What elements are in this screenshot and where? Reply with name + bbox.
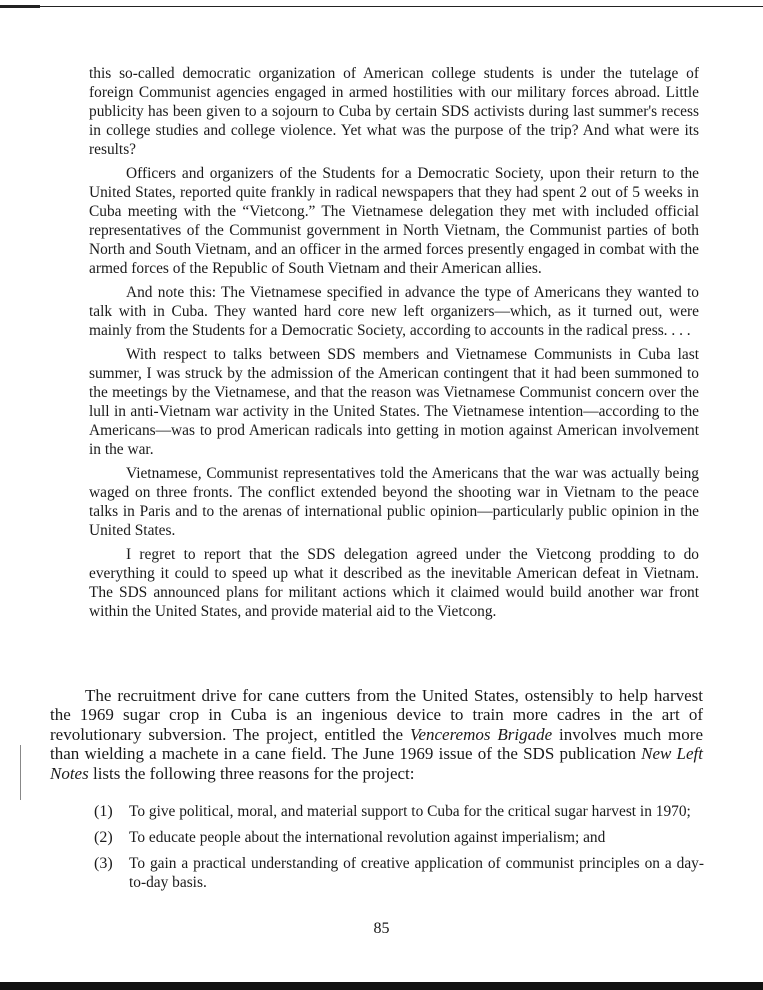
reasons-list bbox=[94, 802, 704, 899]
quote-paragraph-1: this so-called democratic organization of American college students is under the tutelage of foreign Communist agencies engaged in armed hostilities with our military forces abroad. Little publicity has been given to a sojourn to Cuba by certain SDS activists during last summer's recess in college studies and college violence. Yet what was the purpose of the trip? And what were its results? bbox=[89, 65, 699, 158]
list-item-text: To give political, moral, and material support to Cuba for the critical sugar harvest in 1970; bbox=[129, 803, 691, 820]
list-item-text: To gain a practical understanding of creative application of communist principles on a day-to-day basis. bbox=[129, 855, 704, 891]
quoted-testimony bbox=[89, 64, 699, 626]
list-item-text: To educate people about the international revolution against imperialism; and bbox=[129, 829, 606, 846]
page-number: 85 bbox=[373, 920, 390, 937]
quote-paragraph-5: Vietnamese, Communist representatives told the Americans that the war was actually being waged on three fronts. The conflict extended beyond the shooting war in Vietnam to the peace talks in Paris and to the arenas of international public opinion—particularly public opinion in the United States. bbox=[89, 465, 699, 539]
list-item-number: (1) bbox=[94, 803, 113, 820]
publication-name: New Left Notes bbox=[50, 744, 703, 783]
list-item bbox=[94, 854, 704, 892]
body-text bbox=[50, 686, 703, 783]
quote-paragraph-2: Officers and organizers of the Students for a Democratic Society, upon their return to the United States, reported quite frankly in radical newspapers that they had spent 2 out of 5 weeks in Cuba meeting with the “Vietcong.” The Vietnamese delegation they met with included official representatives of the Communist government in North Vietnam, the Communist parties of both North and South Vietnam, and an officer in the armed forces presently engaged in combat with the armed forces of the Republic of South Vietnam and their American allies. bbox=[89, 165, 699, 277]
margin-mark bbox=[20, 745, 21, 800]
body-text-part-2: involves much more than wielding a machete in a cane field. The June 1969 issue of the SDS publication bbox=[50, 724, 703, 764]
list-item-number: (3) bbox=[94, 855, 113, 872]
bottom-scan-edge bbox=[0, 982, 763, 990]
list-item bbox=[94, 802, 704, 821]
list-item bbox=[94, 828, 704, 847]
quote-paragraph-4: With respect to talks between SDS members and Vietnamese Communists in Cuba last summer, I was struck by the admission of the American contingent that it had been summoned to the meetings by the Vietnamese, and that the reason was Vietnamese Communist concern over the lull in anti-Vietnam war activity in the United States. The Vietnamese intention—according to the Americans—was to prod American radicals into getting in motion against American involvement in the war. bbox=[89, 346, 699, 458]
top-rule bbox=[0, 6, 763, 7]
list-item-number: (2) bbox=[94, 829, 113, 846]
body-paragraph bbox=[50, 686, 703, 783]
quote-paragraph-3: And note this: The Vietnamese specified in advance the type of Americans they wanted to talk with in Cuba. They wanted hard core new left organizers—which, as it turned out, were mainly from the Students for a Democratic Society, according to accounts in the radical press. . . . bbox=[89, 284, 699, 339]
quote-paragraph-6: I regret to report that the SDS delegation agreed under the Vietcong prodding to do everything it could to speed up what it described as the inevitable American defeat in Vietnam. The SDS announced plans for militant actions which it claimed would build another war front within the United States, and provide material aid to the Vietcong. bbox=[89, 546, 699, 620]
body-text-part-3: lists the following three reasons for the project: bbox=[88, 763, 415, 783]
brigade-name: Venceremos Brigade bbox=[409, 724, 553, 744]
body-text-part-1: The recruitment drive for cane cutters from the United States, ostensibly to help harvest the 1969 sugar crop in Cuba is an ingenious device to train more cadres in the art of revolutionary subversion. The project, entitled the bbox=[50, 686, 703, 744]
